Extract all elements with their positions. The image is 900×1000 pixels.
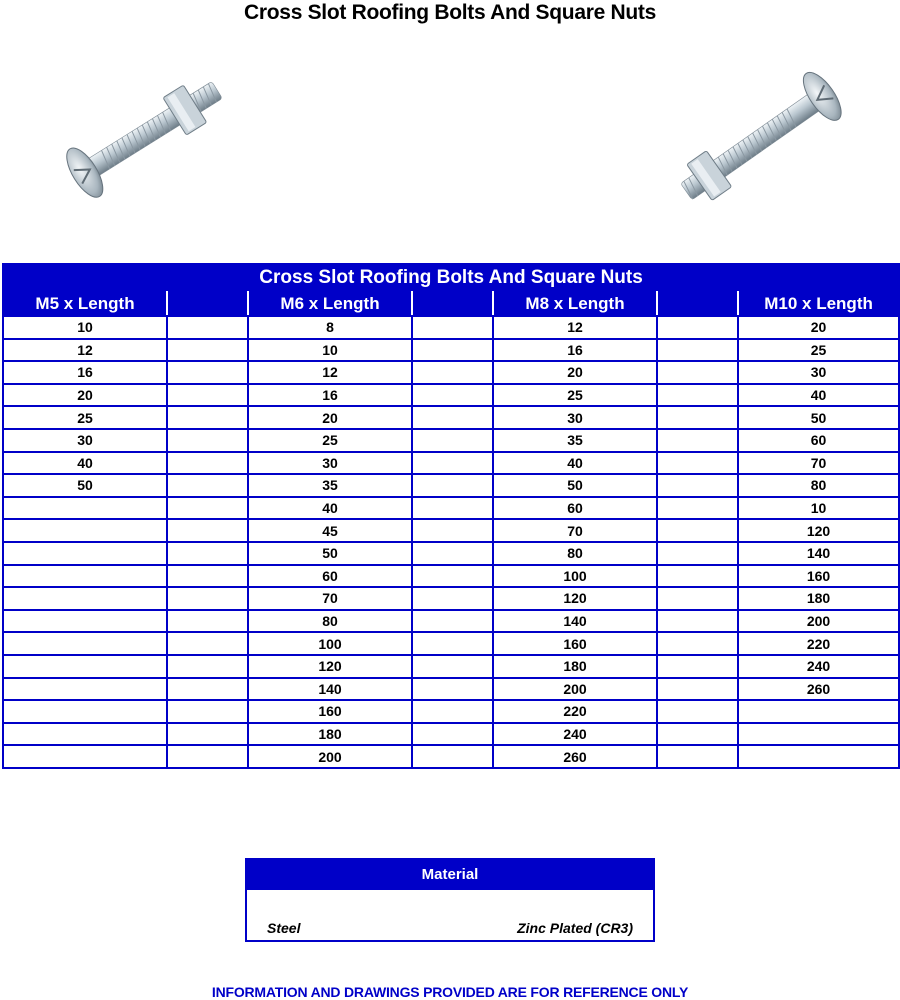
table-row — [3, 452, 899, 475]
table-cell — [167, 361, 248, 384]
table-cell — [3, 587, 167, 610]
table-cell: 260 — [738, 678, 899, 701]
table-row — [3, 361, 899, 384]
table-cell: 100 — [493, 565, 657, 588]
table-cell: 60 — [493, 497, 657, 520]
table-cell — [657, 542, 738, 565]
table-cell — [412, 474, 493, 497]
disclaimer: INFORMATION AND DRAWINGS PROVIDED ARE FOR REFERENCE ONLY — [211, 984, 689, 1000]
table-cell — [412, 678, 493, 701]
table-cell: 10 — [3, 316, 167, 339]
table-cell — [738, 700, 899, 723]
table-cell: 35 — [493, 429, 657, 452]
table-cell — [412, 632, 493, 655]
table-cell — [167, 474, 248, 497]
table-cell — [412, 497, 493, 520]
finish-value: Zinc Plated (CR3) — [450, 889, 654, 941]
table-cell — [657, 519, 738, 542]
material-table-title: Material — [246, 859, 654, 889]
table-cell: 50 — [493, 474, 657, 497]
column-header — [412, 292, 493, 316]
table-cell: 180 — [493, 655, 657, 678]
table-row — [3, 745, 899, 768]
table-row — [3, 587, 899, 610]
table-cell: 60 — [738, 429, 899, 452]
table-row — [3, 316, 899, 339]
table-cell — [412, 655, 493, 678]
table-cell: 220 — [738, 632, 899, 655]
table-cell: 140 — [493, 610, 657, 633]
table-cell — [657, 406, 738, 429]
table-cell — [167, 745, 248, 768]
table-row — [3, 406, 899, 429]
table-cell — [657, 316, 738, 339]
table-row — [3, 384, 899, 407]
table-cell: 30 — [493, 406, 657, 429]
table-cell: 20 — [493, 361, 657, 384]
table-cell: 180 — [248, 723, 412, 746]
table-cell: 70 — [248, 587, 412, 610]
table-cell: 25 — [3, 406, 167, 429]
table-cell — [3, 655, 167, 678]
table-cell — [412, 384, 493, 407]
table-cell — [412, 429, 493, 452]
table-cell — [657, 610, 738, 633]
table-cell — [412, 361, 493, 384]
table-cell — [657, 745, 738, 768]
roofing-bolt-illustration-left — [40, 55, 250, 215]
table-cell — [3, 632, 167, 655]
table-cell — [167, 610, 248, 633]
table-cell — [657, 452, 738, 475]
table-cell: 180 — [738, 587, 899, 610]
table-cell: 20 — [3, 384, 167, 407]
table-row — [3, 723, 899, 746]
table-cell: 260 — [493, 745, 657, 768]
table-cell — [3, 723, 167, 746]
table-cell — [412, 519, 493, 542]
table-cell — [657, 678, 738, 701]
table-cell: 120 — [248, 655, 412, 678]
table-row — [3, 700, 899, 723]
page-title: Cross Slot Roofing Bolts And Square Nuts — [244, 1, 656, 24]
column-header: M6 x Length — [248, 292, 412, 316]
table-row — [3, 565, 899, 588]
table-cell — [412, 316, 493, 339]
spec-table — [2, 263, 900, 769]
table-cell — [167, 723, 248, 746]
table-cell: 100 — [248, 632, 412, 655]
table-cell: 200 — [738, 610, 899, 633]
table-cell — [738, 745, 899, 768]
table-row — [3, 474, 899, 497]
table-cell — [657, 474, 738, 497]
table-cell — [3, 497, 167, 520]
table-cell: 160 — [493, 632, 657, 655]
material-value: Steel — [246, 889, 450, 941]
table-cell: 50 — [3, 474, 167, 497]
table-cell: 35 — [248, 474, 412, 497]
table-cell — [412, 700, 493, 723]
table-cell: 70 — [493, 519, 657, 542]
table-row — [3, 632, 899, 655]
table-cell: 50 — [248, 542, 412, 565]
table-cell: 40 — [248, 497, 412, 520]
table-cell — [167, 632, 248, 655]
table-cell — [167, 339, 248, 362]
table-cell — [167, 406, 248, 429]
table-cell: 20 — [248, 406, 412, 429]
table-cell: 25 — [248, 429, 412, 452]
table-cell: 10 — [738, 497, 899, 520]
table-cell — [167, 384, 248, 407]
table-cell: 200 — [248, 745, 412, 768]
table-cell — [738, 723, 899, 746]
table-cell: 12 — [493, 316, 657, 339]
table-cell — [167, 497, 248, 520]
table-cell — [657, 632, 738, 655]
table-cell: 16 — [3, 361, 167, 384]
table-cell: 200 — [493, 678, 657, 701]
table-row — [3, 497, 899, 520]
table-cell — [412, 339, 493, 362]
table-cell — [3, 519, 167, 542]
table-cell — [3, 610, 167, 633]
table-row — [3, 519, 899, 542]
table-cell — [167, 700, 248, 723]
table-cell: 80 — [248, 610, 412, 633]
table-cell: 40 — [3, 452, 167, 475]
table-cell — [412, 610, 493, 633]
table-cell — [657, 497, 738, 520]
table-cell — [657, 587, 738, 610]
table-cell: 30 — [738, 361, 899, 384]
table-cell: 40 — [493, 452, 657, 475]
table-cell: 12 — [3, 339, 167, 362]
material-table — [245, 858, 655, 942]
table-cell — [412, 542, 493, 565]
table-cell: 140 — [738, 542, 899, 565]
table-cell: 240 — [493, 723, 657, 746]
table-cell: 220 — [493, 700, 657, 723]
table-cell — [657, 339, 738, 362]
table-cell — [412, 723, 493, 746]
table-cell — [657, 565, 738, 588]
column-header: M10 x Length — [738, 292, 899, 316]
table-cell: 45 — [248, 519, 412, 542]
table-cell — [3, 678, 167, 701]
table-cell — [657, 655, 738, 678]
table-cell — [412, 565, 493, 588]
table-cell — [657, 429, 738, 452]
table-cell — [167, 565, 248, 588]
column-header: M5 x Length — [3, 292, 167, 316]
table-cell: 80 — [493, 542, 657, 565]
table-cell — [657, 361, 738, 384]
table-cell: 160 — [738, 565, 899, 588]
table-cell: 8 — [248, 316, 412, 339]
table-cell: 70 — [738, 452, 899, 475]
table-row — [3, 429, 899, 452]
table-cell — [412, 745, 493, 768]
table-cell — [167, 519, 248, 542]
table-cell: 140 — [248, 678, 412, 701]
table-cell: 16 — [248, 384, 412, 407]
table-cell — [167, 542, 248, 565]
table-cell: 20 — [738, 316, 899, 339]
table-cell: 60 — [248, 565, 412, 588]
table-cell: 240 — [738, 655, 899, 678]
table-cell — [3, 700, 167, 723]
table-row — [3, 542, 899, 565]
table-cell — [657, 723, 738, 746]
table-cell — [167, 655, 248, 678]
table-cell — [412, 406, 493, 429]
table-cell: 30 — [248, 452, 412, 475]
table-cell: 25 — [493, 384, 657, 407]
table-cell — [167, 429, 248, 452]
table-cell: 50 — [738, 406, 899, 429]
table-cell — [412, 452, 493, 475]
table-cell: 120 — [493, 587, 657, 610]
table-row — [3, 655, 899, 678]
table-cell: 40 — [738, 384, 899, 407]
table-cell — [167, 587, 248, 610]
column-header: M8 x Length — [493, 292, 657, 316]
table-cell: 10 — [248, 339, 412, 362]
table-cell — [657, 700, 738, 723]
table-cell — [167, 316, 248, 339]
table-cell — [167, 452, 248, 475]
table-row — [3, 678, 899, 701]
table-cell: 120 — [738, 519, 899, 542]
column-header — [657, 292, 738, 316]
table-cell — [3, 745, 167, 768]
table-cell: 16 — [493, 339, 657, 362]
table-cell: 160 — [248, 700, 412, 723]
table-cell: 80 — [738, 474, 899, 497]
table-cell — [3, 542, 167, 565]
table-cell — [167, 678, 248, 701]
table-cell — [657, 384, 738, 407]
table-cell: 30 — [3, 429, 167, 452]
spec-table-title: Cross Slot Roofing Bolts And Square Nuts — [3, 264, 899, 292]
roofing-bolt-illustration-right — [650, 60, 870, 220]
column-header — [167, 292, 248, 316]
table-row — [3, 339, 899, 362]
table-cell — [3, 565, 167, 588]
table-row — [3, 610, 899, 633]
table-cell: 25 — [738, 339, 899, 362]
table-cell: 12 — [248, 361, 412, 384]
table-cell — [412, 587, 493, 610]
